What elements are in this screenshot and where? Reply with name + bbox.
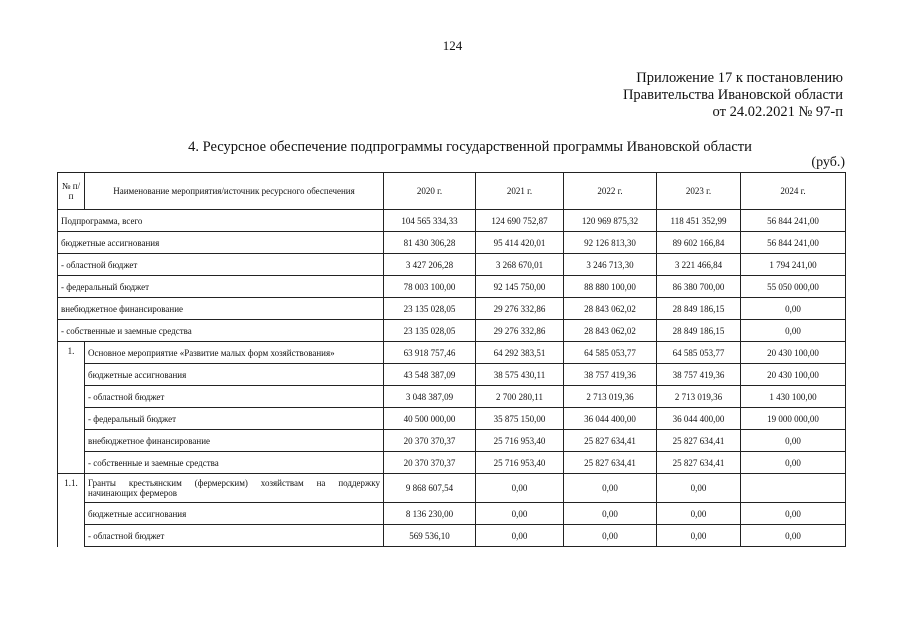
activity-number: 1.1. <box>58 474 85 547</box>
header-name: Наименование мероприятия/источник ресурсного обеспечения <box>85 173 384 210</box>
row-label-line-1: Гранты крестьянским (фермерским) хозяйствам на поддержку <box>88 478 380 488</box>
table-row <box>58 386 846 408</box>
cell-value: 89 602 166,84 <box>657 232 741 254</box>
cell-value: 36 044 400,00 <box>657 408 741 430</box>
cell-value: 20 370 370,37 <box>384 430 476 452</box>
cell-value: 28 843 062,02 <box>564 298 657 320</box>
cell-value: 0,00 <box>476 474 564 503</box>
row-label: бюджетные ассигнования <box>85 503 384 525</box>
activity-number: 1. <box>58 342 85 474</box>
cell-value: 95 414 420,01 <box>476 232 564 254</box>
cell-value: 64 585 053,77 <box>657 342 741 364</box>
table-row <box>58 232 846 254</box>
cell-value: 78 003 100,00 <box>384 276 476 298</box>
unit-label: (руб.) <box>811 155 845 170</box>
cell-value: 2 713 019,36 <box>564 386 657 408</box>
cell-value: 0,00 <box>741 503 846 525</box>
table-row <box>58 452 846 474</box>
cell-value: 38 575 430,11 <box>476 364 564 386</box>
appendix-line-2: Правительства Ивановской области <box>622 87 843 103</box>
document-title: 4. Ресурсное обеспечение подпрограммы государственной программы Ивановской области <box>188 139 752 155</box>
appendix-line-1: Приложение 17 к постановлению <box>636 70 843 86</box>
cell-value: 23 135 028,05 <box>384 298 476 320</box>
row-label: Подпрограмма, всего <box>58 210 384 232</box>
table-row <box>58 298 846 320</box>
cell-value: 0,00 <box>741 452 846 474</box>
cell-value: 3 427 206,28 <box>384 254 476 276</box>
appendix-line-3: от 24.02.2021 № 97-п <box>712 104 843 120</box>
row-label-multiline <box>85 474 384 503</box>
header-year-2023: 2023 г. <box>657 173 741 210</box>
cell-value: 0,00 <box>476 503 564 525</box>
table-row <box>58 342 846 364</box>
cell-value: 35 875 150,00 <box>476 408 564 430</box>
header-year-2024: 2024 г. <box>741 173 846 210</box>
cell-value: 28 843 062,02 <box>564 320 657 342</box>
cell-value: 0,00 <box>741 430 846 452</box>
cell-value: 3 268 670,01 <box>476 254 564 276</box>
cell-value: 55 050 000,00 <box>741 276 846 298</box>
cell-value: 38 757 419,36 <box>564 364 657 386</box>
cell-value: 23 135 028,05 <box>384 320 476 342</box>
row-label: - областной бюджет <box>85 386 384 408</box>
cell-value: 28 849 186,15 <box>657 320 741 342</box>
table-row <box>58 408 846 430</box>
row-label: - областной бюджет <box>58 254 384 276</box>
cell-value: 86 380 700,00 <box>657 276 741 298</box>
table-row <box>58 276 846 298</box>
cell-value: 0,00 <box>741 298 846 320</box>
cell-value: 0,00 <box>564 503 657 525</box>
header-year-2021: 2021 г. <box>476 173 564 210</box>
table-row <box>58 474 846 503</box>
row-label: - федеральный бюджет <box>85 408 384 430</box>
cell-value: 0,00 <box>657 525 741 547</box>
row-label: - собственные и заемные средства <box>85 452 384 474</box>
cell-value: 29 276 332,86 <box>476 320 564 342</box>
row-label: внебюджетное финансирование <box>58 298 384 320</box>
cell-value: 63 918 757,46 <box>384 342 476 364</box>
cell-value: 56 844 241,00 <box>741 210 846 232</box>
appendix-note <box>623 70 843 121</box>
header-num: № п/п <box>58 173 85 210</box>
cell-value: 92 145 750,00 <box>476 276 564 298</box>
cell-value <box>741 474 846 503</box>
cell-value: 104 565 334,33 <box>384 210 476 232</box>
cell-value: 38 757 419,36 <box>657 364 741 386</box>
cell-value: 43 548 387,09 <box>384 364 476 386</box>
row-label: - собственные и заемные средства <box>58 320 384 342</box>
cell-value: 40 500 000,00 <box>384 408 476 430</box>
cell-value: 25 716 953,40 <box>476 430 564 452</box>
table-row <box>58 525 846 547</box>
cell-value: 0,00 <box>741 525 846 547</box>
resource-table <box>57 172 846 547</box>
cell-value: 25 827 634,41 <box>657 452 741 474</box>
cell-value: 81 430 306,28 <box>384 232 476 254</box>
cell-value: 3 048 387,09 <box>384 386 476 408</box>
header-row <box>58 173 846 210</box>
header-year-2022: 2022 г. <box>564 173 657 210</box>
cell-value: 28 849 186,15 <box>657 298 741 320</box>
cell-value: 88 880 100,00 <box>564 276 657 298</box>
cell-value: 1 430 100,00 <box>741 386 846 408</box>
cell-value: 0,00 <box>657 503 741 525</box>
cell-value: 3 221 466,84 <box>657 254 741 276</box>
cell-value: 20 430 100,00 <box>741 342 846 364</box>
row-label: - федеральный бюджет <box>58 276 384 298</box>
cell-value: 20 430 100,00 <box>741 364 846 386</box>
cell-value: 25 827 634,41 <box>564 430 657 452</box>
row-label: бюджетные ассигнования <box>58 232 384 254</box>
cell-value: 92 126 813,30 <box>564 232 657 254</box>
cell-value: 3 246 713,30 <box>564 254 657 276</box>
cell-value: 56 844 241,00 <box>741 232 846 254</box>
table-row <box>58 364 846 386</box>
cell-value: 569 536,10 <box>384 525 476 547</box>
cell-value: 0,00 <box>564 474 657 503</box>
cell-value: 36 044 400,00 <box>564 408 657 430</box>
cell-value: 0,00 <box>476 525 564 547</box>
row-label: внебюджетное финансирование <box>85 430 384 452</box>
table-row <box>58 320 846 342</box>
cell-value: 0,00 <box>564 525 657 547</box>
cell-value: 1 794 241,00 <box>741 254 846 276</box>
table-row <box>58 254 846 276</box>
row-label: бюджетные ассигнования <box>85 364 384 386</box>
cell-value: 2 700 280,11 <box>476 386 564 408</box>
cell-value: 0,00 <box>741 320 846 342</box>
cell-value: 118 451 352,99 <box>657 210 741 232</box>
table-row <box>58 430 846 452</box>
cell-value: 120 969 875,32 <box>564 210 657 232</box>
cell-value: 0,00 <box>657 474 741 503</box>
row-label-line-2: начинающих фермеров <box>88 488 177 498</box>
row-label: Основное мероприятие «Развитие малых форм хозяйствования» <box>85 342 384 364</box>
cell-value: 25 716 953,40 <box>476 452 564 474</box>
table-row <box>58 210 846 232</box>
page-number: 124 <box>442 38 463 53</box>
cell-value: 9 868 607,54 <box>384 474 476 503</box>
cell-value: 29 276 332,86 <box>476 298 564 320</box>
cell-value: 124 690 752,87 <box>476 210 564 232</box>
table-row <box>58 503 846 525</box>
row-label: - областной бюджет <box>85 525 384 547</box>
cell-value: 2 713 019,36 <box>657 386 741 408</box>
cell-value: 20 370 370,37 <box>384 452 476 474</box>
cell-value: 25 827 634,41 <box>564 452 657 474</box>
header-year-2020: 2020 г. <box>384 173 476 210</box>
cell-value: 25 827 634,41 <box>657 430 741 452</box>
cell-value: 8 136 230,00 <box>384 503 476 525</box>
cell-value: 64 585 053,77 <box>564 342 657 364</box>
cell-value: 64 292 383,51 <box>476 342 564 364</box>
cell-value: 19 000 000,00 <box>741 408 846 430</box>
